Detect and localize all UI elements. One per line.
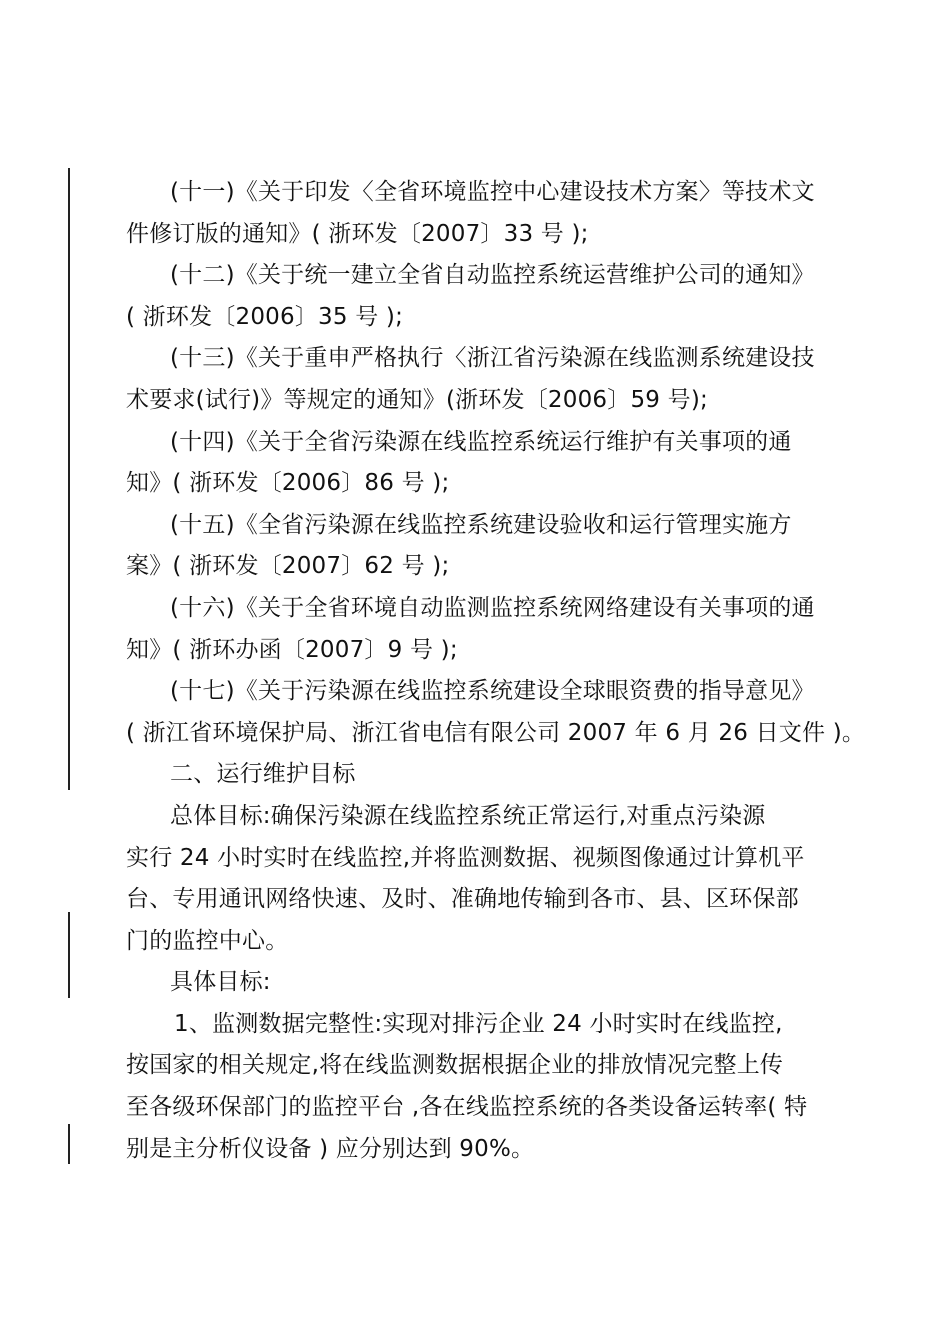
list-item-17-line-2: ( 浙江省环境保护局、浙江省电信有限公司 2007 年 6 月 26 日文件 )。 [126,719,866,746]
list-item-13-line-2: 术要求(试行)》等规定的通知》(浙环发〔2006〕59 号); [126,386,708,413]
list-item-15-line-2: 案》( 浙环发〔2007〕62 号 ); [126,553,450,580]
revision-bar [68,168,70,790]
overall-goal-line-2: 实行 24 小时实时在线监控,并将监测数据、视频图像通过计算机平 [126,844,805,871]
goal-1-line-1: 1、监测数据完整性:实现对排污企业 24 小时实时在线监控, [174,1010,783,1037]
list-item-14-line-1: (十四)《关于全省污染源在线监控系统运行维护有关事项的通 [170,428,792,455]
list-item-12-line-1: (十二)《关于统一建立全省自动监控系统运营维护公司的通知》 [170,262,815,289]
list-item-11-line-1: (十一)《关于印发〈全省环境监控中心建设技术方案〉等技术文 [170,179,815,205]
list-item-11-line-2: 件修订版的通知》( 浙环发〔2007〕33 号 ); [126,220,589,247]
overall-goal-line-4: 门的监控中心。 [126,927,289,954]
document-body [126,172,866,1170]
list-item-14-line-2: 知》( 浙环发〔2006〕86 号 ); [126,470,450,497]
revision-bar [68,1124,70,1164]
overall-goal-line-3: 台、专用通讯网络快速、及时、准确地传输到各市、县、区环保部 [126,886,799,913]
goal-1-line-4: 别是主分析仪设备 ) 应分别达到 90%。 [126,1135,535,1162]
list-item-13-line-1: (十三)《关于重申严格执行〈浙江省污染源在线监测系统建设技 [170,345,815,372]
list-item-15-line-1: (十五)《全省污染源在线监控系统建设验收和运行管理实施方 [170,511,792,538]
goal-1-line-2: 按国家的相关规定,将在线监测数据根据企业的排放情况完整上传 [126,1052,784,1079]
list-item-17-line-1: (十七)《关于污染源在线监控系统建设全球眼资费的指导意见》 [170,678,815,705]
overall-goal-line-1: 总体目标:确保污染源在线监控系统正常运行,对重点污染源 [170,802,766,829]
revision-bar [68,912,70,998]
list-item-12-line-2: ( 浙环发〔2006〕35 号 ); [126,303,404,330]
goal-1-line-3: 至各级环保部门的监控平台 ,各在线监控系统的各类设备运转率( 特 [126,1094,808,1121]
list-item-16-line-2: 知》( 浙环办函〔2007〕9 号 ); [126,636,458,663]
specific-goals-heading: 具体目标: [170,969,271,996]
list-item-16-line-1: (十六)《关于全省环境自动监测监控系统网络建设有关事项的通 [170,594,815,621]
section-heading: 二、运行维护目标 [170,761,356,788]
